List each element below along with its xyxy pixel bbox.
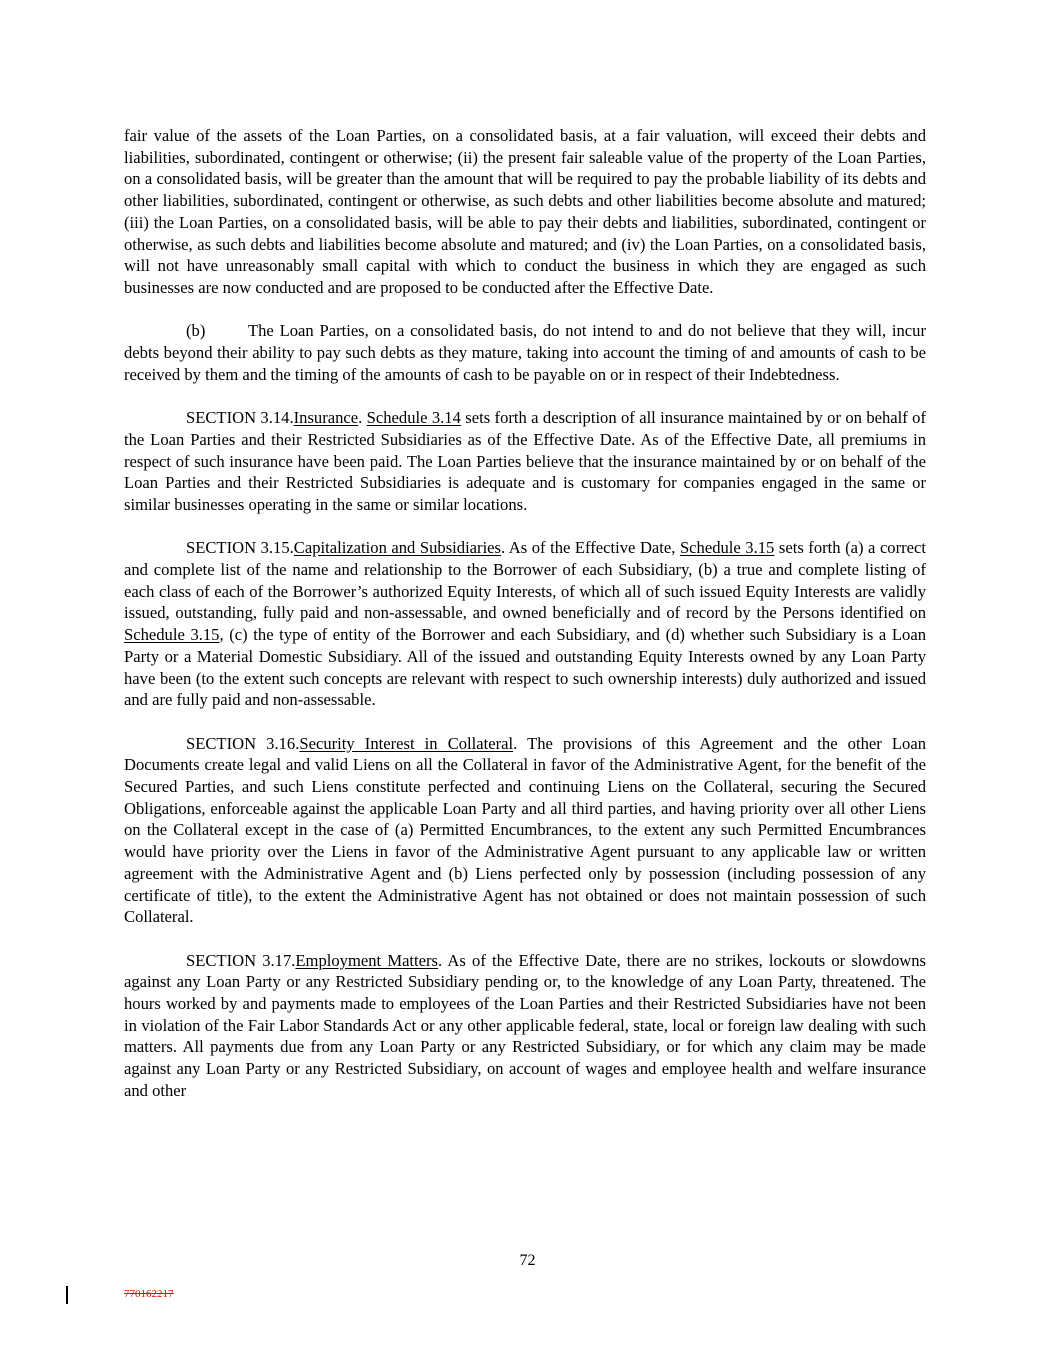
paragraph-b xyxy=(124,320,926,385)
section-title: Insurance xyxy=(293,408,359,428)
paragraph-solvency-continued: fair value of the assets of the Loan Parties, on a consolidated basis, at a fair valuation, will exceed their debts and liabilities, subordinated, contingent or otherwise; (ii) the present fair saleable value of the property of the Loan Parties, on a consolidated basis, will be greater than the amount that will be required to pay the probable liability of its debts and other liabilities, subordinated, contingent or otherwise, as such debts and other liabilities become absolute and matured; (iii) the Loan Parties, on a consolidated basis, will be able to pay their debts and liabilities, subordinated, contingent or otherwise, as such debts and liabilities become absolute and matured; and (iv) the Loan Parties, on a consolidated basis, will not have unreasonably small capital with which to conduct the business in which they are engaged as such businesses are now conducted and are proposed to be conducted after the Effective Date. xyxy=(124,126,926,297)
section-number: SECTION 3.15. xyxy=(186,538,294,558)
section-text: . As of the Effective Date, there are no strikes, lockouts or slowdowns against any Loan Party or any Restricted Subsidiary pending or, to the knowledge of any Loan Party, threatened. The hours worked by and payments made to employees of the Loan Parties and their Restricted Subsidiaries have not been in violation of the Fair Labor Standards Act or any other applicable federal, state, local or foreign law dealing with such matters. All payments due from any Loan Party or any Restricted Subsidiary, or for which any claim may be made against any Loan Party or any Restricted Subsidiary, on account of wages and employee health and welfare insurance and other xyxy=(124,950,926,1100)
schedule-reference: Schedule 3.15 xyxy=(124,625,220,645)
section-text: . The provisions of this Agreement and the other Loan Documents create legal and valid Liens on all the Collateral in favor of the Administrative Agent, for the benefit of the Secured Parties, and such Liens constitute perfected and continuing Liens on the Collateral, securing the Secured Obligations, enforceable against the applicable Loan Party and all third parties, and having priority over all other Liens on the Collateral except in the case of (a) Permitted Encumbrances, to the extent any such Permitted Encumbrances would have priority over the Liens in favor of the Administrative Agent pursuant to any applicable law or written agreement with the Administrative Agent and (b) Liens perfected only by possession (including possession of any certificate of title), to the extent the Administrative Agent has not obtained or does not maintain possession of such Collateral. xyxy=(124,733,926,927)
section-3-16 xyxy=(124,733,926,928)
section-text: sets forth a description of all insurance maintained by or on behalf of the Loan Parties and their Restricted Subsidiaries as of the Effective Date. As of the Effective Date, all premiums in respect of such insurance have been paid. The Loan Parties believe that the insurance maintained by or on behalf of the Loan Parties and their Restricted Subsidiaries is adequate and is customary for companies engaged in the same or similar businesses operating in the same or similar locations. xyxy=(124,408,927,514)
document-id: 770162217 xyxy=(124,1288,174,1300)
section-3-14 xyxy=(124,407,926,516)
section-number: SECTION 3.14. xyxy=(186,408,294,428)
body-text xyxy=(124,125,926,1102)
section-number: SECTION 3.17. xyxy=(186,950,296,970)
page-number: 72 xyxy=(519,1252,536,1269)
section-3-17 xyxy=(124,950,926,1102)
section-title: Security Interest in Collateral xyxy=(299,733,514,753)
section-text: , (c) the type of entity of the Borrower and each Subsidiary, and (d) whether such Subsidiary is a Loan Party or a Material Domestic Subsidiary. All of the issued and outstanding Equity Interests owned by any Loan Party have been (to the extent such concepts are relevant with respect to such ownership interests) duly authorized and issued and are fully paid and non-assessable. xyxy=(124,625,926,710)
section-text: sets forth (a) a correct and complete list of the name and relationship to the Borrower of each Subsidiary, (b) a true and complete listing of each class of each of the Borrower’s authorized Equity Interests, of which all of such issued Equity Interests are validly issued, outstanding, fully paid and non-assessable, and owned beneficially and of record by the Persons identified on xyxy=(124,538,926,623)
section-title: Employment Matters xyxy=(295,950,439,970)
section-text: . xyxy=(358,408,367,428)
clause-label-b: (b) xyxy=(186,321,206,341)
paragraph-b-text: The Loan Parties, on a consolidated basis, do not intend to and do not believe that they will, incur debts beyond their ability to pay such debts as they mature, taking into account the timing of and amounts of cash to be received by them and the timing of the amounts of cash to be payable on or in respect of their Indebtedness. xyxy=(124,321,926,384)
section-text: . As of the Effective Date, xyxy=(501,538,680,558)
section-number: SECTION 3.16. xyxy=(186,733,300,753)
section-title: Capitalization and Subsidiaries xyxy=(293,538,502,558)
schedule-reference: Schedule 3.15 xyxy=(679,538,775,558)
change-bar xyxy=(66,1286,68,1304)
schedule-reference: Schedule 3.14 xyxy=(366,408,461,428)
section-3-15 xyxy=(124,537,926,711)
